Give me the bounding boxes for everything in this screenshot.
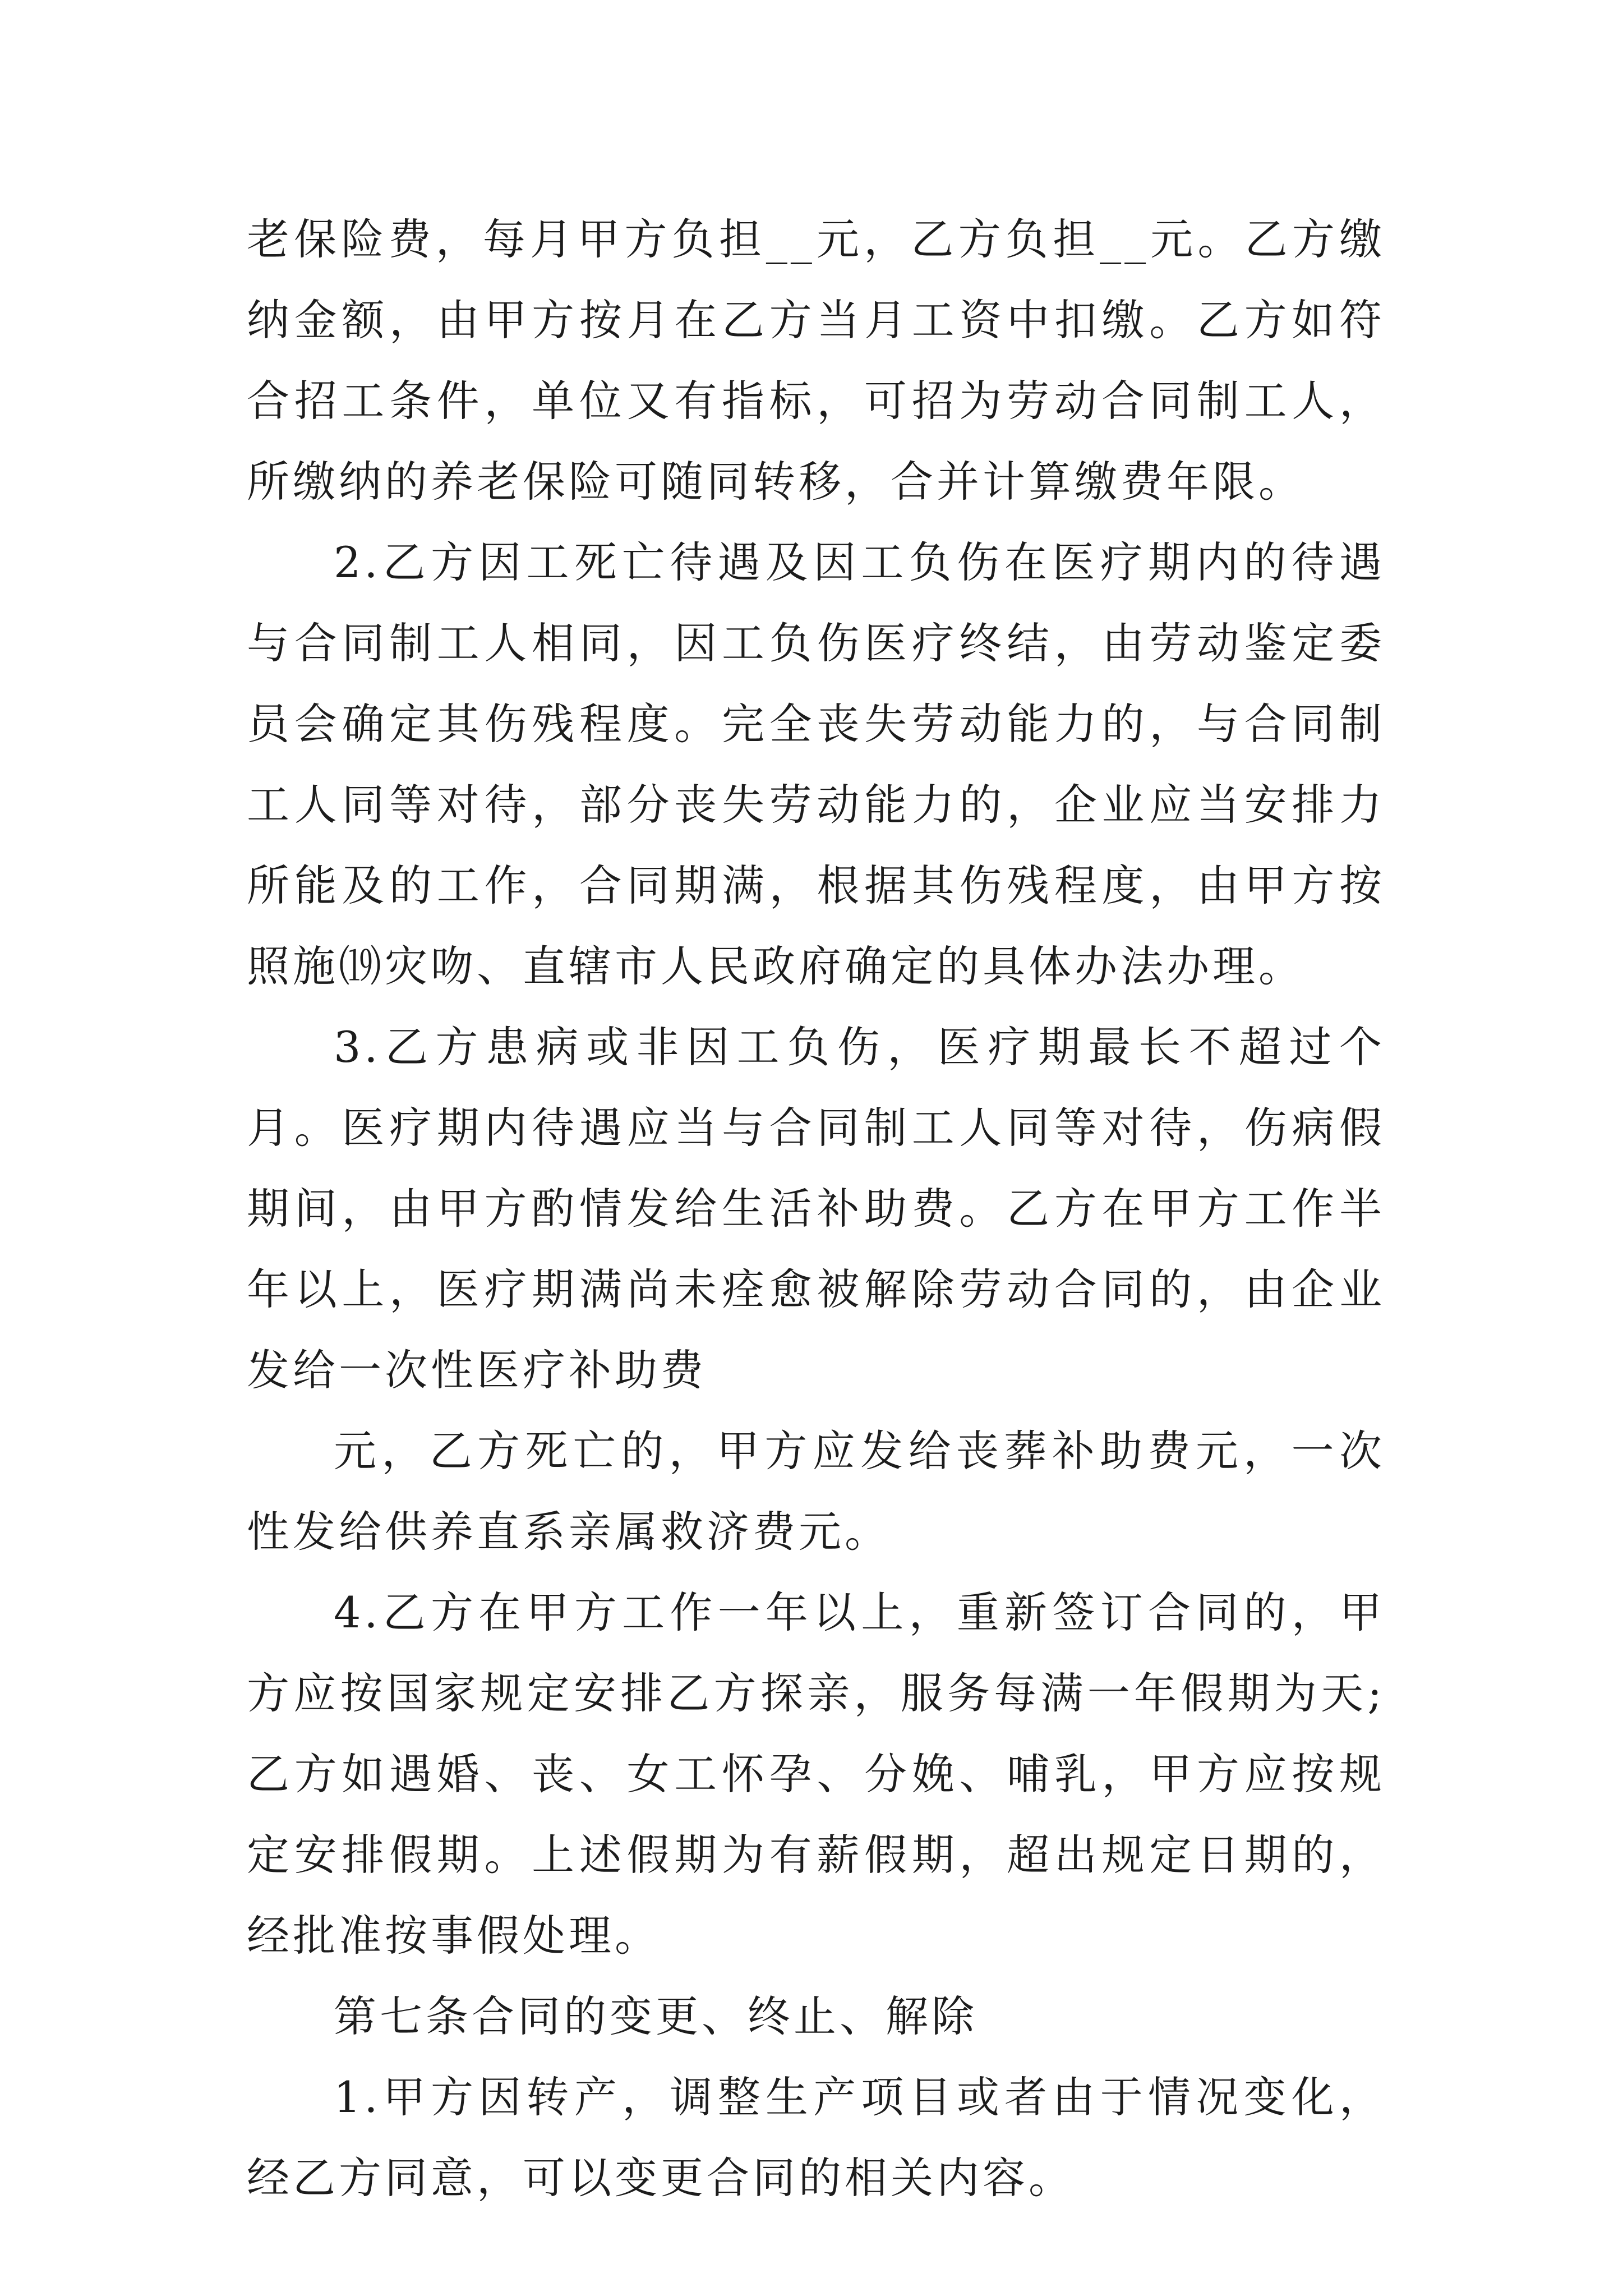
paragraph-funeral-subsidy: 元，乙方死亡的，甲方应发给丧葬补助费元，一次性发给供养直系亲属救济费元。 [247,1426,1385,1557]
paragraph-pension-insurance: 老保险费，每月甲方负担__元，乙方负担__元。乙方缴纳金额，由甲方按月在乙方当月工资中扣缴。乙方如符合招工条件，单位又有指标，可招为劳动合同制工人，所缴纳的养老保险可随同转移，合并计算缴费年限。 [247,214,1385,507]
paragraph-work-injury: 2.乙方因工死亡待遇及因工负伤在医疗期内的待遇与合同制工人相同，因工负伤医疗终结，由劳动鉴定委员会确定其伤残程度。完全丧失劳动能力的，与合同制工人同等对待，部分丧失劳动能力的，企业应当安排力所能及的工作，合同期满，根据其伤残程度，由甲方按照施⒆灾吻、直辖市人民政府确定的具体办法办理。 [247,537,1385,991]
paragraph-holidays: 4.乙方在甲方工作一年以上，重新签订合同的，甲方应按国家规定安排乙方探亲，服务每满一年假期为天;乙方如遇婚、丧、女工怀孕、分娩、哺乳，甲方应按规定安排假期。上述假期为有薪假期，超出规定日期的，经批准按事假处理。 [247,1588,1385,1961]
document-body [247,199,1385,2219]
article-seven-heading: 第七条合同的变更、终止、解除 [334,1991,978,2041]
paragraph-contract-change: 1.甲方因转产，调整生产项目或者由于情况变化，经乙方同意，可以变更合同的相关内容。 [247,2072,1385,2203]
paragraph-sick-leave: 3.乙方患病或非因工负伤，医疗期最长不超过个月。医疗期内待遇应当与合同制工人同等对待，伤病假期间，由甲方酌情发给生活补助费。乙方在甲方工作半年以上，医疗期满尚未痊愈被解除劳动合同的，由企业发给一次性医疗补助费 [247,1022,1385,1395]
